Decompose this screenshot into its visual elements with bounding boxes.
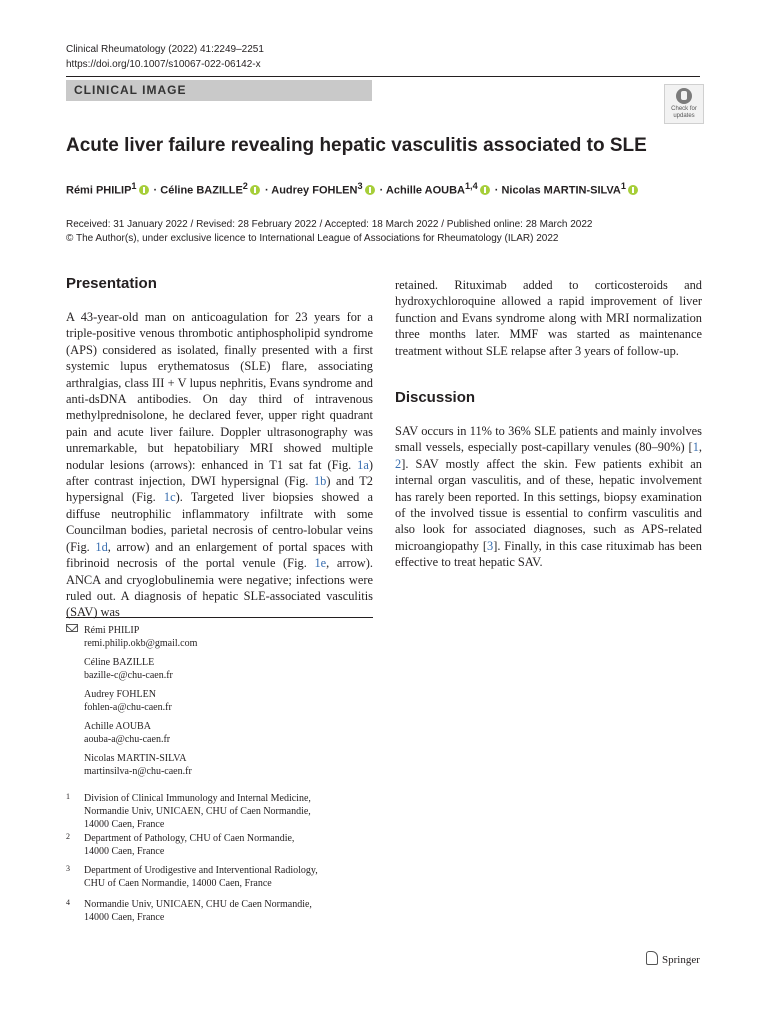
header-rule: [66, 76, 700, 77]
publisher-name: Springer: [662, 954, 700, 966]
affiliation-item: 4 Normandie Univ, UNICAEN, CHU de Caen Normandie, 14000 Caen, France: [66, 898, 312, 923]
figure-link[interactable]: 1a: [357, 457, 369, 472]
presentation-paragraph-continued: retained. Rituximab added to corticosteroids and hydroxychloroquine allowed a rapid improvement of liver function and Evans syndrome along with MRI normalization three months later. MMF was started as maintenance treatment without SLE relapse after 3 years of follow-up.: [395, 278, 702, 358]
author-name[interactable]: Céline BAZILLE: [160, 184, 243, 197]
affiliation-item: 1 Division of Clinical Immunology and Internal Medicine, Normandie Univ, UNICAEN, CHU of Caen Normandie, 14000 Caen, France: [66, 792, 311, 830]
journal-citation: Clinical Rheumatology (2022) 41:2249–2251: [66, 44, 264, 55]
contact-item: [84, 752, 374, 784]
contact-name: Audrey FOHLEN: [84, 689, 156, 700]
reference-link[interactable]: 3: [486, 538, 494, 553]
article-type-banner: [66, 80, 372, 101]
contact-item: [84, 656, 374, 688]
figure-link[interactable]: 1e: [314, 556, 327, 571]
contact-name: Rémi PHILIP: [84, 625, 140, 636]
author-list: Rémi $PHILIP^1$ · Céline $BAZILLE^2$ · Audrey $FOHLEN^3$ · Achille AOUBA$^{1,4}$ · Nicolas MARTIN-SILVA$^1$: [66, 178, 706, 199]
author-name[interactable]: Achille AOUBA: [385, 184, 465, 197]
contact-email[interactable]: martinsilva-n@chu-caen.fr: [84, 766, 192, 777]
contact-item: [84, 720, 374, 752]
contact-item: [84, 624, 374, 656]
check-for-updates-icon: [676, 88, 692, 104]
publisher-logo: [646, 951, 700, 966]
affiliation-item: 3 Department of Urodigestive and Interventional Radiology, CHU of Caen Normandie, 14000 Caen, France: [66, 864, 318, 889]
footnote-rule: [66, 617, 373, 618]
article-dates: [66, 218, 706, 246]
orcid-icon[interactable]: [139, 185, 149, 195]
contact-email[interactable]: bazille-c@chu-caen.fr: [84, 670, 173, 681]
presentation-heading: Presentation: [66, 275, 157, 292]
history-dates: Received: 31 January 2022 / Revised: 28 February 2022 / Accepted: 18 March 2022 / Published online: 28 March 2022: [66, 219, 593, 230]
discussion-paragraph: SAV occurs in 11% to 36% SLE patients and mainly involves small vessels, especially post-capillary venules (80–90%) [1, 2]. SAV mostly affect the skin. Few patients exhibit an internal organ vasculitis, and of these, hepatic involvement has rarely been reported. In this settings, biopsy examination of the involved tissue is essential to confirm vasculitis and also look for associated diagnoses, such as APS-related microangiopathy [3]. Finally, in this case rituximab has been effective to treat hepatic SAV.: [395, 424, 702, 570]
orcid-icon[interactable]: [250, 185, 260, 195]
orcid-icon[interactable]: [365, 185, 375, 195]
contact-item: [84, 688, 374, 720]
author-name[interactable]: Audrey FOHLEN: [271, 184, 358, 197]
author-name[interactable]: Nicolas MARTIN-SILVA: [501, 184, 621, 197]
contact-name: Nicolas MARTIN-SILVA: [84, 753, 187, 764]
article-type-label: CLINICAL IMAGE: [74, 83, 187, 97]
journal-header: [66, 42, 264, 72]
contact-email[interactable]: aouba-a@chu-caen.fr: [84, 734, 171, 745]
orcid-icon[interactable]: [628, 185, 638, 195]
copyright-line: © The Author(s), under exclusive licence to International League of Associations for Rheumatology (ILAR) 2022: [66, 233, 559, 244]
contact-email[interactable]: fohlen-a@chu-caen.fr: [84, 702, 172, 713]
springer-horse-icon: [646, 951, 658, 965]
envelope-icon: [66, 624, 78, 632]
figure-link[interactable]: 1d: [95, 539, 108, 554]
presentation-paragraph: A 43-year-old man on anticoagulation for 23 years for a triple-positive venous thrombotic antiphospholipid syndrome (APS) considered as isolated, finally presented with a first systemic lupus erythematosus (SLE) flare, associating arthralgias, class III + V lupus nephritis, Evans syndrome and anti-dsDNA antibodies. On day third of intravenous methylprednisolone, he declared fever, upper right quadrant pain and acute liver failure. Doppler ultrasonography was unremarkable, but hepatobiliary MRI showed multiple nodular lesions (arrows): enhanced in T1 sat fat (Fig. 1a) after contrast injection, DWI hypersignal (Fig. 1b) and T2 hypersignal (Fig. 1c). Targeted liver biopsies showed a diffuse neutrophilic inflammatory infiltrate with some Councilman bodies, parietal necrosis of centro-lobular veins (Fig. 1d, arrow) and an enlargement of portal spaces with fibrinoid necrosis of the portal venule (Fig. 1e, arrow). ANCA and cryoglobulinemia were negative; infections were ruled out. A diagnosis of hepatic SLE-associated vasculitis (SAV) was: [66, 310, 373, 620]
contact-email[interactable]: remi.philip.okb@gmail.com: [84, 638, 198, 649]
doi-link[interactable]: https://doi.org/10.1007/s10067-022-06142-x: [66, 59, 261, 70]
reference-link[interactable]: 2: [395, 456, 402, 471]
check-for-updates-badge[interactable]: Check for updates: [664, 84, 704, 124]
article-title: Acute liver failure revealing hepatic vasculitis associated to SLE: [66, 135, 647, 156]
figure-link[interactable]: 1b: [313, 474, 327, 489]
contact-name: Achille AOUBA: [84, 721, 151, 732]
discussion-heading: Discussion: [395, 389, 476, 406]
reference-link[interactable]: 1: [692, 440, 699, 455]
contact-name: Céline BAZILLE: [84, 657, 155, 668]
affiliation-item: 2 Department of Pathology, CHU of Caen Normandie, 14000 Caen, France: [66, 832, 295, 857]
orcid-icon[interactable]: [480, 185, 490, 195]
affiliation-list: [66, 792, 376, 930]
figure-link[interactable]: 1c: [163, 490, 176, 505]
author-name[interactable]: Rémi PHILIP: [66, 184, 132, 197]
contact-list: [84, 624, 374, 784]
